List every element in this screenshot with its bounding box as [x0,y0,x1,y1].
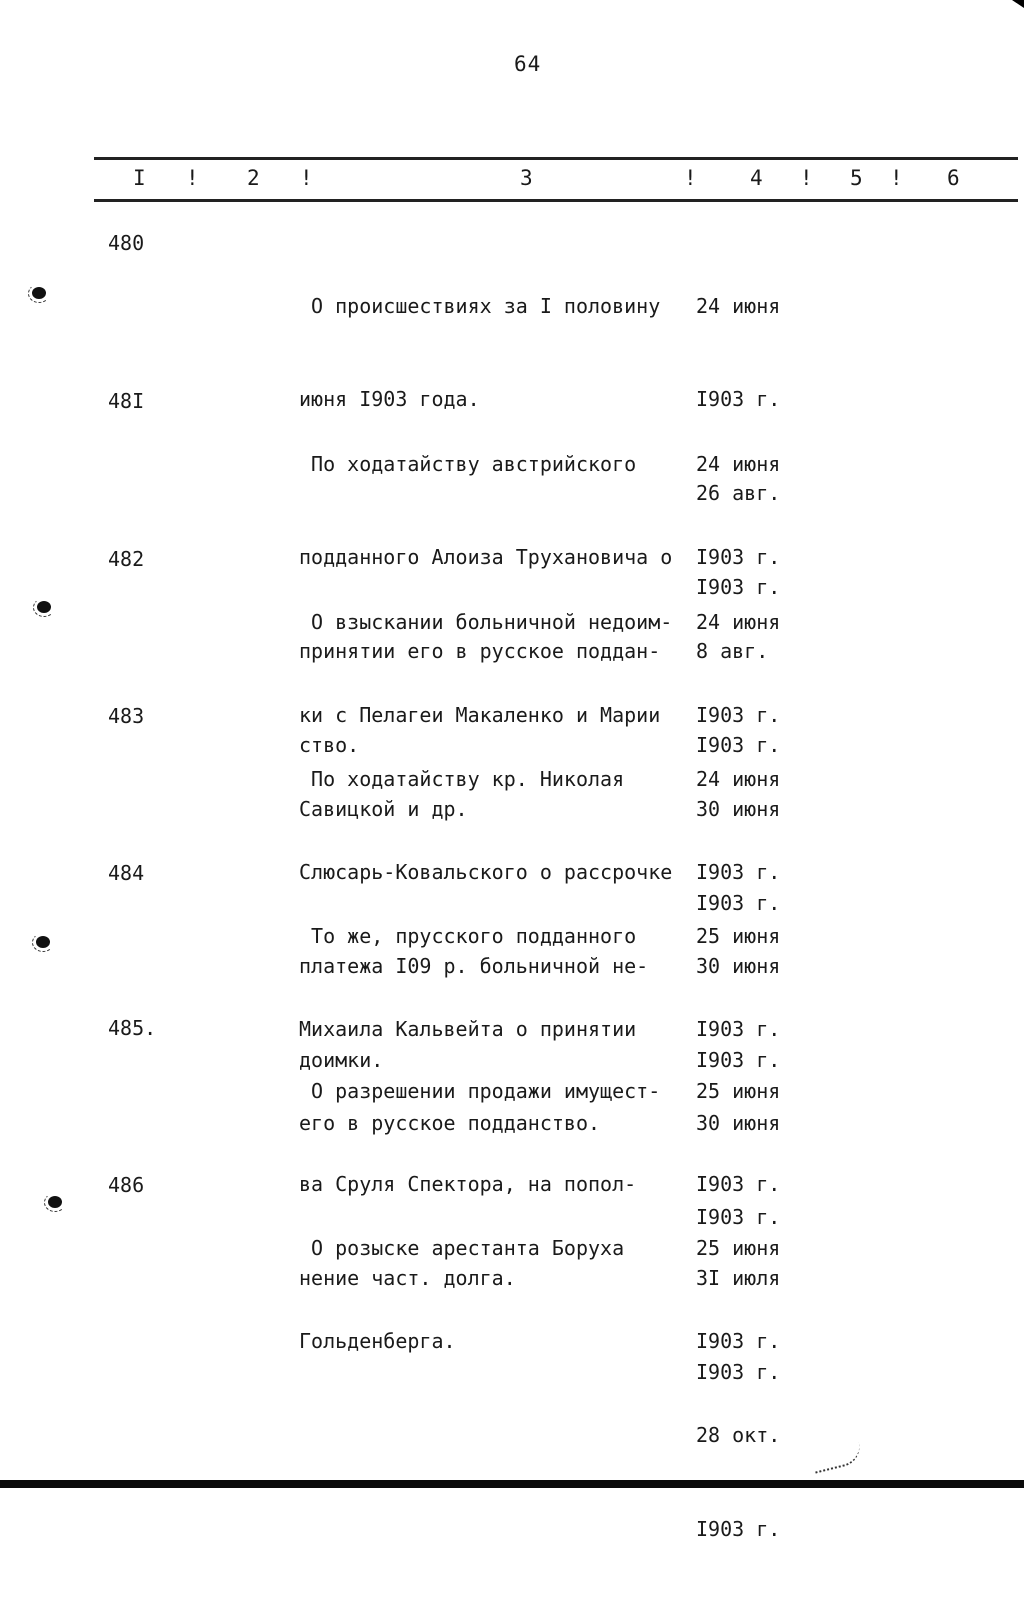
table-header [0,166,1024,194]
entry-number: 483 [108,704,145,728]
entry-dates: 24 июня I903 г. 26 авг. I903 г. [696,293,781,600]
entry-dates: 24 июня I903 г. 8 авг. I903 г. [696,451,781,758]
entry-dates: 24 июня I903 г. 30 июня I903 г. [696,766,781,1073]
header-separator: ! [300,166,313,190]
entry-number: 484 [108,861,145,885]
entry-number: 48I [108,389,145,413]
scan-bottom-edge [0,1480,1024,1488]
entry-number: 486 [108,1173,145,1197]
entry-number: 485. [108,1016,157,1040]
page-number: 64 [514,52,542,76]
entry-dates: 25 июня I903 г. 3I июля I903 г. [696,1078,781,1385]
entry-dates: 25 июня I903 г. 30 июня I903 г. [696,923,781,1230]
entry-description: О происшествиях за I половину июня I903 года. [299,293,661,412]
punch-hole-mark [36,936,50,948]
header-separator: ! [186,166,199,190]
entry-description: То же, прусского подданного Михаила Кальвейта о принятии его в русское подданство. [299,923,637,1136]
scan-corner-mark [1012,0,1024,8]
header-col-4: 4 [750,166,763,190]
header-col-3: 3 [520,166,533,190]
header-col-2: 2 [247,166,260,190]
header-col-1: I [133,166,146,190]
entry-number: 480 [108,231,145,255]
entry-number: 482 [108,547,145,571]
entry-description: О взыскании больничной недоим- ки с Пелагеи Макаленко и Марии Савицкой и др. [299,609,673,822]
entry-description: По ходатайству австрийского подданного Алоиза Трухановича о принятии его в русское поддан- ство. [299,451,673,758]
punch-hole-mark [48,1196,62,1208]
entry-dates: 25 июня I903 г. 28 окт. I903 г. [696,1235,781,1542]
entry-description: По ходатайству кр. Николая Слюсарь-Ковальского о рассрочке платежа I09 р. больничной не- доимки. [299,766,673,1073]
punch-hole-mark [32,287,46,299]
header-col-6: 6 [947,166,960,190]
entry-dates: 24 июня I903 г. 30 июня I903 г. [696,609,781,916]
entry-description: О разрешении продажи имущест- ва Сруля Спектора, на попол- нение част. долга. [299,1078,661,1291]
header-col-5: 5 [850,166,863,190]
header-top-rule [94,157,1018,160]
header-separator: ! [684,166,697,190]
header-separator: ! [800,166,813,190]
entry-description: О розыске арестанта Боруха Гольденберга. [299,1235,625,1354]
punch-hole-mark [37,601,51,613]
header-bottom-rule [94,199,1018,202]
header-separator: ! [890,166,903,190]
pencil-scribble-mark [810,1442,863,1474]
